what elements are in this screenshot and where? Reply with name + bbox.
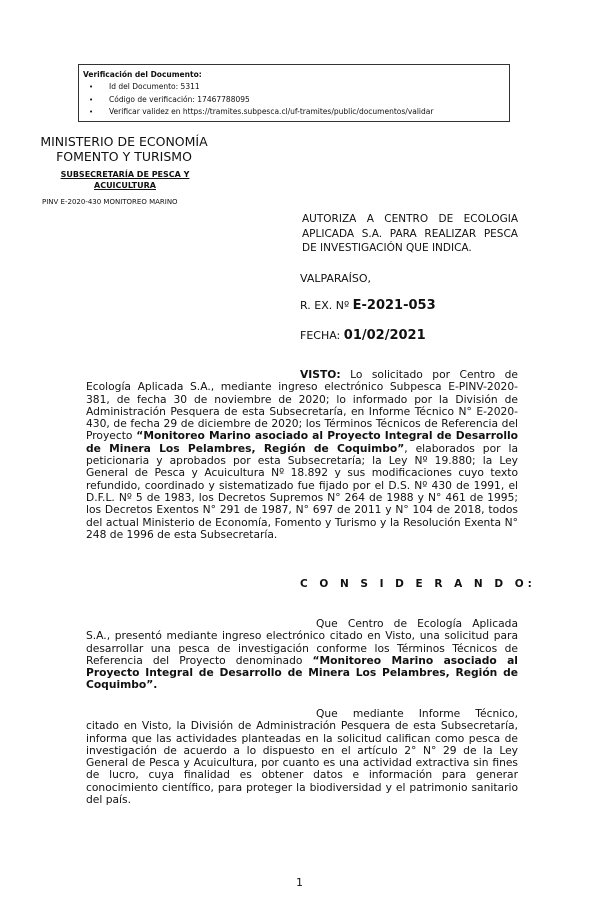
document-reference: PINV E-2020-430 MONITOREO MARINO (42, 198, 178, 206)
resolution-date (300, 328, 426, 343)
considerando-1-text-2: . (153, 678, 158, 692)
considerando-paragraph-1 (86, 618, 518, 692)
resolution-number (300, 298, 436, 313)
considerando-heading: C O N S I D E R A N D O: (300, 578, 536, 590)
considerando-paragraph-2: Que mediante Informe Técnico, citado en Visto, la División de Administración Pesquera de esta Subsecretaría, informa que las actividades planteadas en la solicitud califican como pesca de investigación de acuerdo a lo dispuesto en el artículo 2° N° 29 de la Ley General de Pesca y Acuicultura, por cuanto es una actividad extractiva sin fines de lucro, cuya finalidad es obtener datos e información para generar conocimiento científico, para proteger la biodiversidad y el patrimonio sanitario del país. (86, 707, 518, 807)
resolution-subject: AUTORIZA A CENTRO DE ECOLOGIA APLICADA S.A. PARA REALIZAR PESCA DE INVESTIGACIÓN QUE INDICA. (302, 213, 518, 254)
verification-box (78, 64, 510, 122)
verification-list (89, 81, 433, 119)
subsecretaria-line1: SUBSECRETARÍA DE PESCA Y (60, 170, 190, 179)
bullet-icon: • (89, 95, 94, 104)
fecha-label: FECHA: (300, 329, 341, 342)
considerando-1-project-name: “Monitoreo Marino asociado al Proyecto Integral de Desarrollo de Minera Los Pelambres, Región de Coquimbo” (86, 653, 518, 692)
visto-label: VISTO: (300, 368, 341, 381)
visto-text-2: , elaborados por la peticionaria y aprobados por esta Subsecretaría; la Ley Nº 19.880; la Ley General de Pesca y Acuicultura Nº 18.892 y sus modificaciones cuyo texto refundido, coordinado y sistematizado fue fijado por el D.S. Nº 430 de 1991, el D.F.L. Nº 5 de 1983, los Decretos Supremos N° 264 de 1988 y N° 461 de 1995; los Decretos Exentos N° 291 de 1987, N° 697 de 2011 y N° 104 de 2018, todos del actual Ministerio de Economía, Fomento y Turismo y la Resolución Exenta N° 248 de 1996 de esta Subsecretaría. (86, 441, 518, 541)
verification-title: Verificación del Documento: (83, 70, 202, 79)
verification-item-code (89, 94, 433, 107)
considerando-1-text-1: Que Centro de Ecología Aplicada S.A., presentó mediante ingreso electrónico citado en Visto, una solicitud para desarrollar una pesca de investigación conforme los Términos Técnicos de Referencia del Proyecto denominado (86, 617, 518, 667)
verification-id-text: Id del Documento: 5311 (109, 82, 200, 91)
bullet-icon: • (89, 83, 94, 91)
ministry-name-line1: MINISTERIO DE ECONOMÍA (40, 134, 208, 149)
visto-paragraph (86, 369, 518, 541)
visto-text-1: Lo solicitado por Centro de Ecología Aplicada S.A., mediante ingreso electrónico Subpesca E-PINV-2020-381, de fecha 30 de noviembre de 2020; lo informado por la División de Administración Pesquera de esta Subsecretaría, en Informe Técnico N° E-2020-430, de fecha 29 de diciembre de 2020; los Términos Técnicos de Referencia del Proyecto (86, 368, 519, 443)
verification-code-text: Código de verificación: 17467788095 (109, 94, 250, 104)
bullet-icon: • (89, 108, 94, 116)
visto-project-name: “Monitoreo Marino asociado al Proyecto Integral de Desarrollo de Minera Los Pelambres, Región de Coquimbo” (86, 429, 518, 455)
rex-value: E-2021-053 (352, 298, 436, 313)
ministry-name-line2: FOMENTO Y TURISMO (56, 149, 192, 164)
verification-item-id (89, 81, 433, 94)
verification-url-text[interactable]: Verificar validez en https://tramites.subpesca.cl/uf-tramites/public/documentos/validar (109, 107, 434, 116)
resolution-place: VALPARAÍSO, (300, 272, 372, 285)
fecha-value: 01/02/2021 (343, 328, 426, 343)
rex-label: R. EX. Nº (300, 299, 350, 312)
subsecretaria-line2: ACUICULTURA (94, 181, 156, 190)
verification-item-url (89, 106, 433, 119)
page-number: 1 (296, 876, 303, 889)
